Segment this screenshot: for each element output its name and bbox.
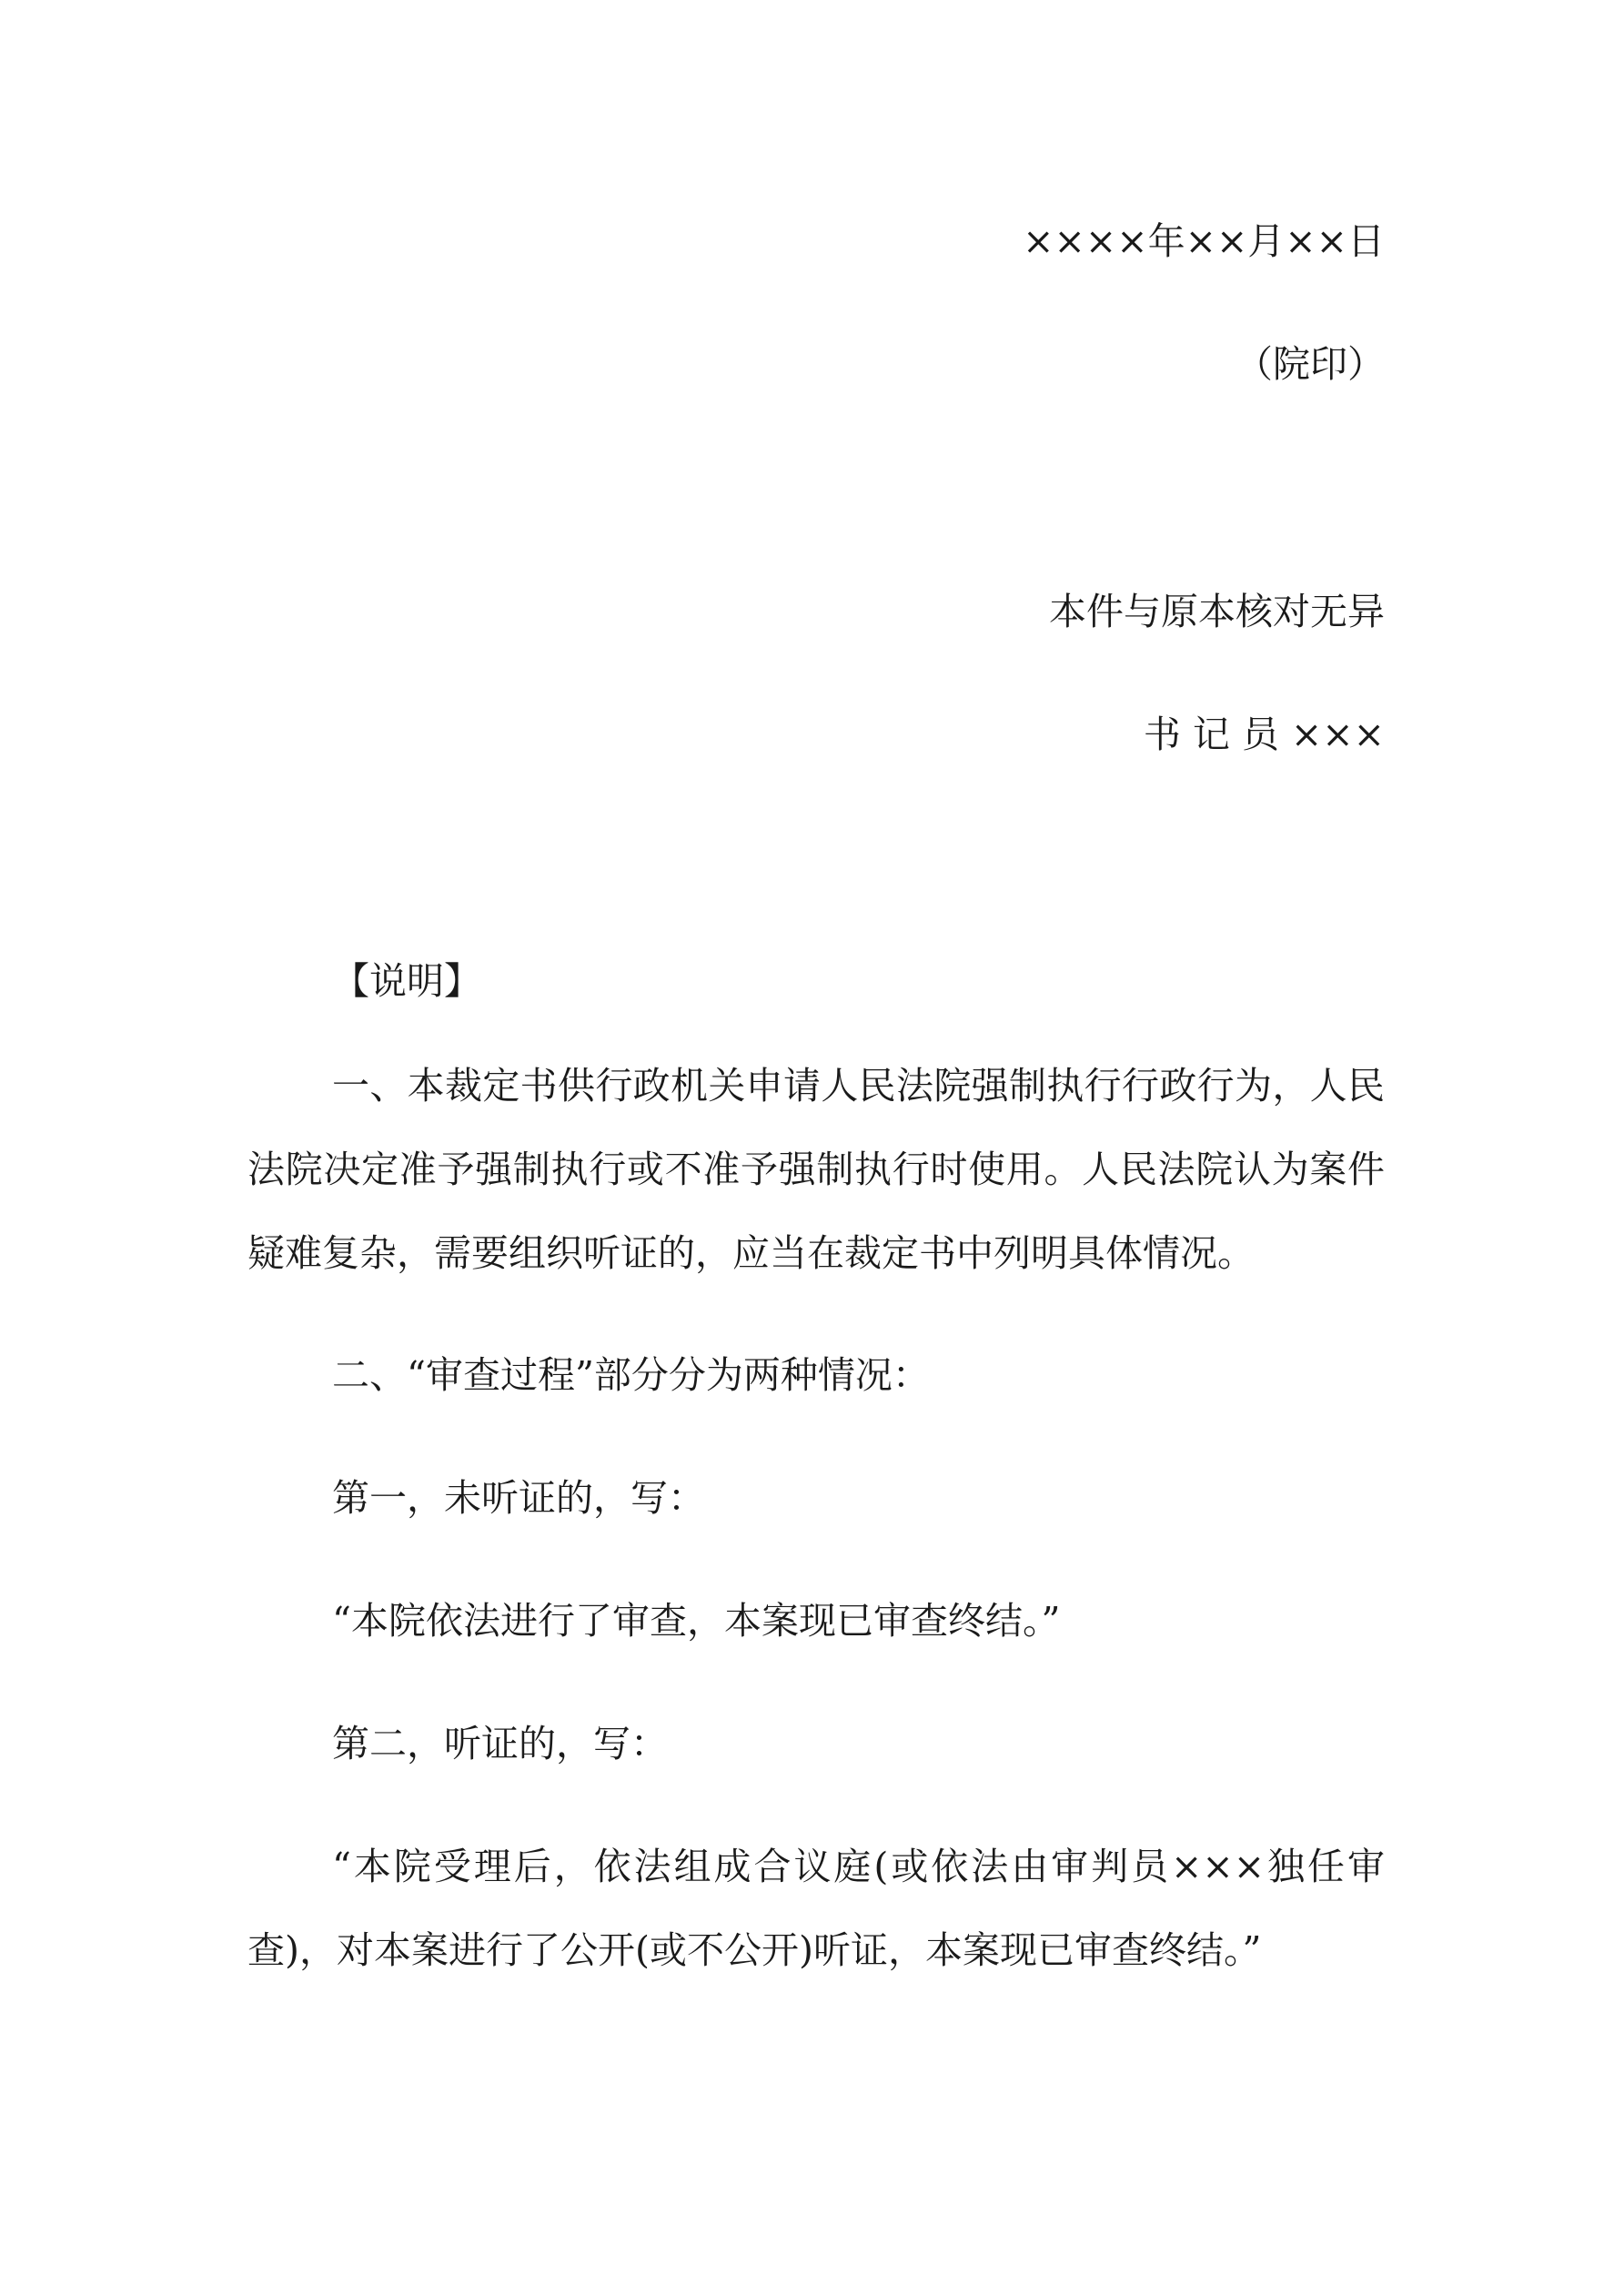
verification-statement: 本件与原本核对无异 [1049, 590, 1385, 633]
note-paragraph-1: 一、本裁定书供行政机关申请人民法院强制执行行政行为，人民法院决定准予强制执行或不准予强制执行时使用。人民法院认为案件疑难复杂，需要组织听证的，应当在裁定书中列明具体情况。 [247, 1064, 1385, 1275]
court-seal-note: （院印） [1236, 342, 1385, 386]
note-paragraph-5: 第二，听证的，写： [332, 1722, 668, 1765]
clerk-signature: 书 记 员 ××× [1143, 713, 1385, 756]
note-paragraph-4: “本院依法进行了审查，本案现已审查终结。” [332, 1599, 1061, 1643]
note-paragraph-2: 二、“审查过程”部分分为两种情况： [332, 1353, 930, 1397]
note-paragraph-6: “本院受理后，依法组成合议庭(或依法由审判员×××独任审查)，对本案进行了公开(或不公开)听证，本案现已审查终结。” [247, 1845, 1385, 1972]
notes-heading: 【说明】 [332, 959, 481, 1003]
signature-date: ××××年××月××日 [1023, 219, 1385, 263]
note-paragraph-3: 第一，未听证的，写： [332, 1476, 705, 1520]
